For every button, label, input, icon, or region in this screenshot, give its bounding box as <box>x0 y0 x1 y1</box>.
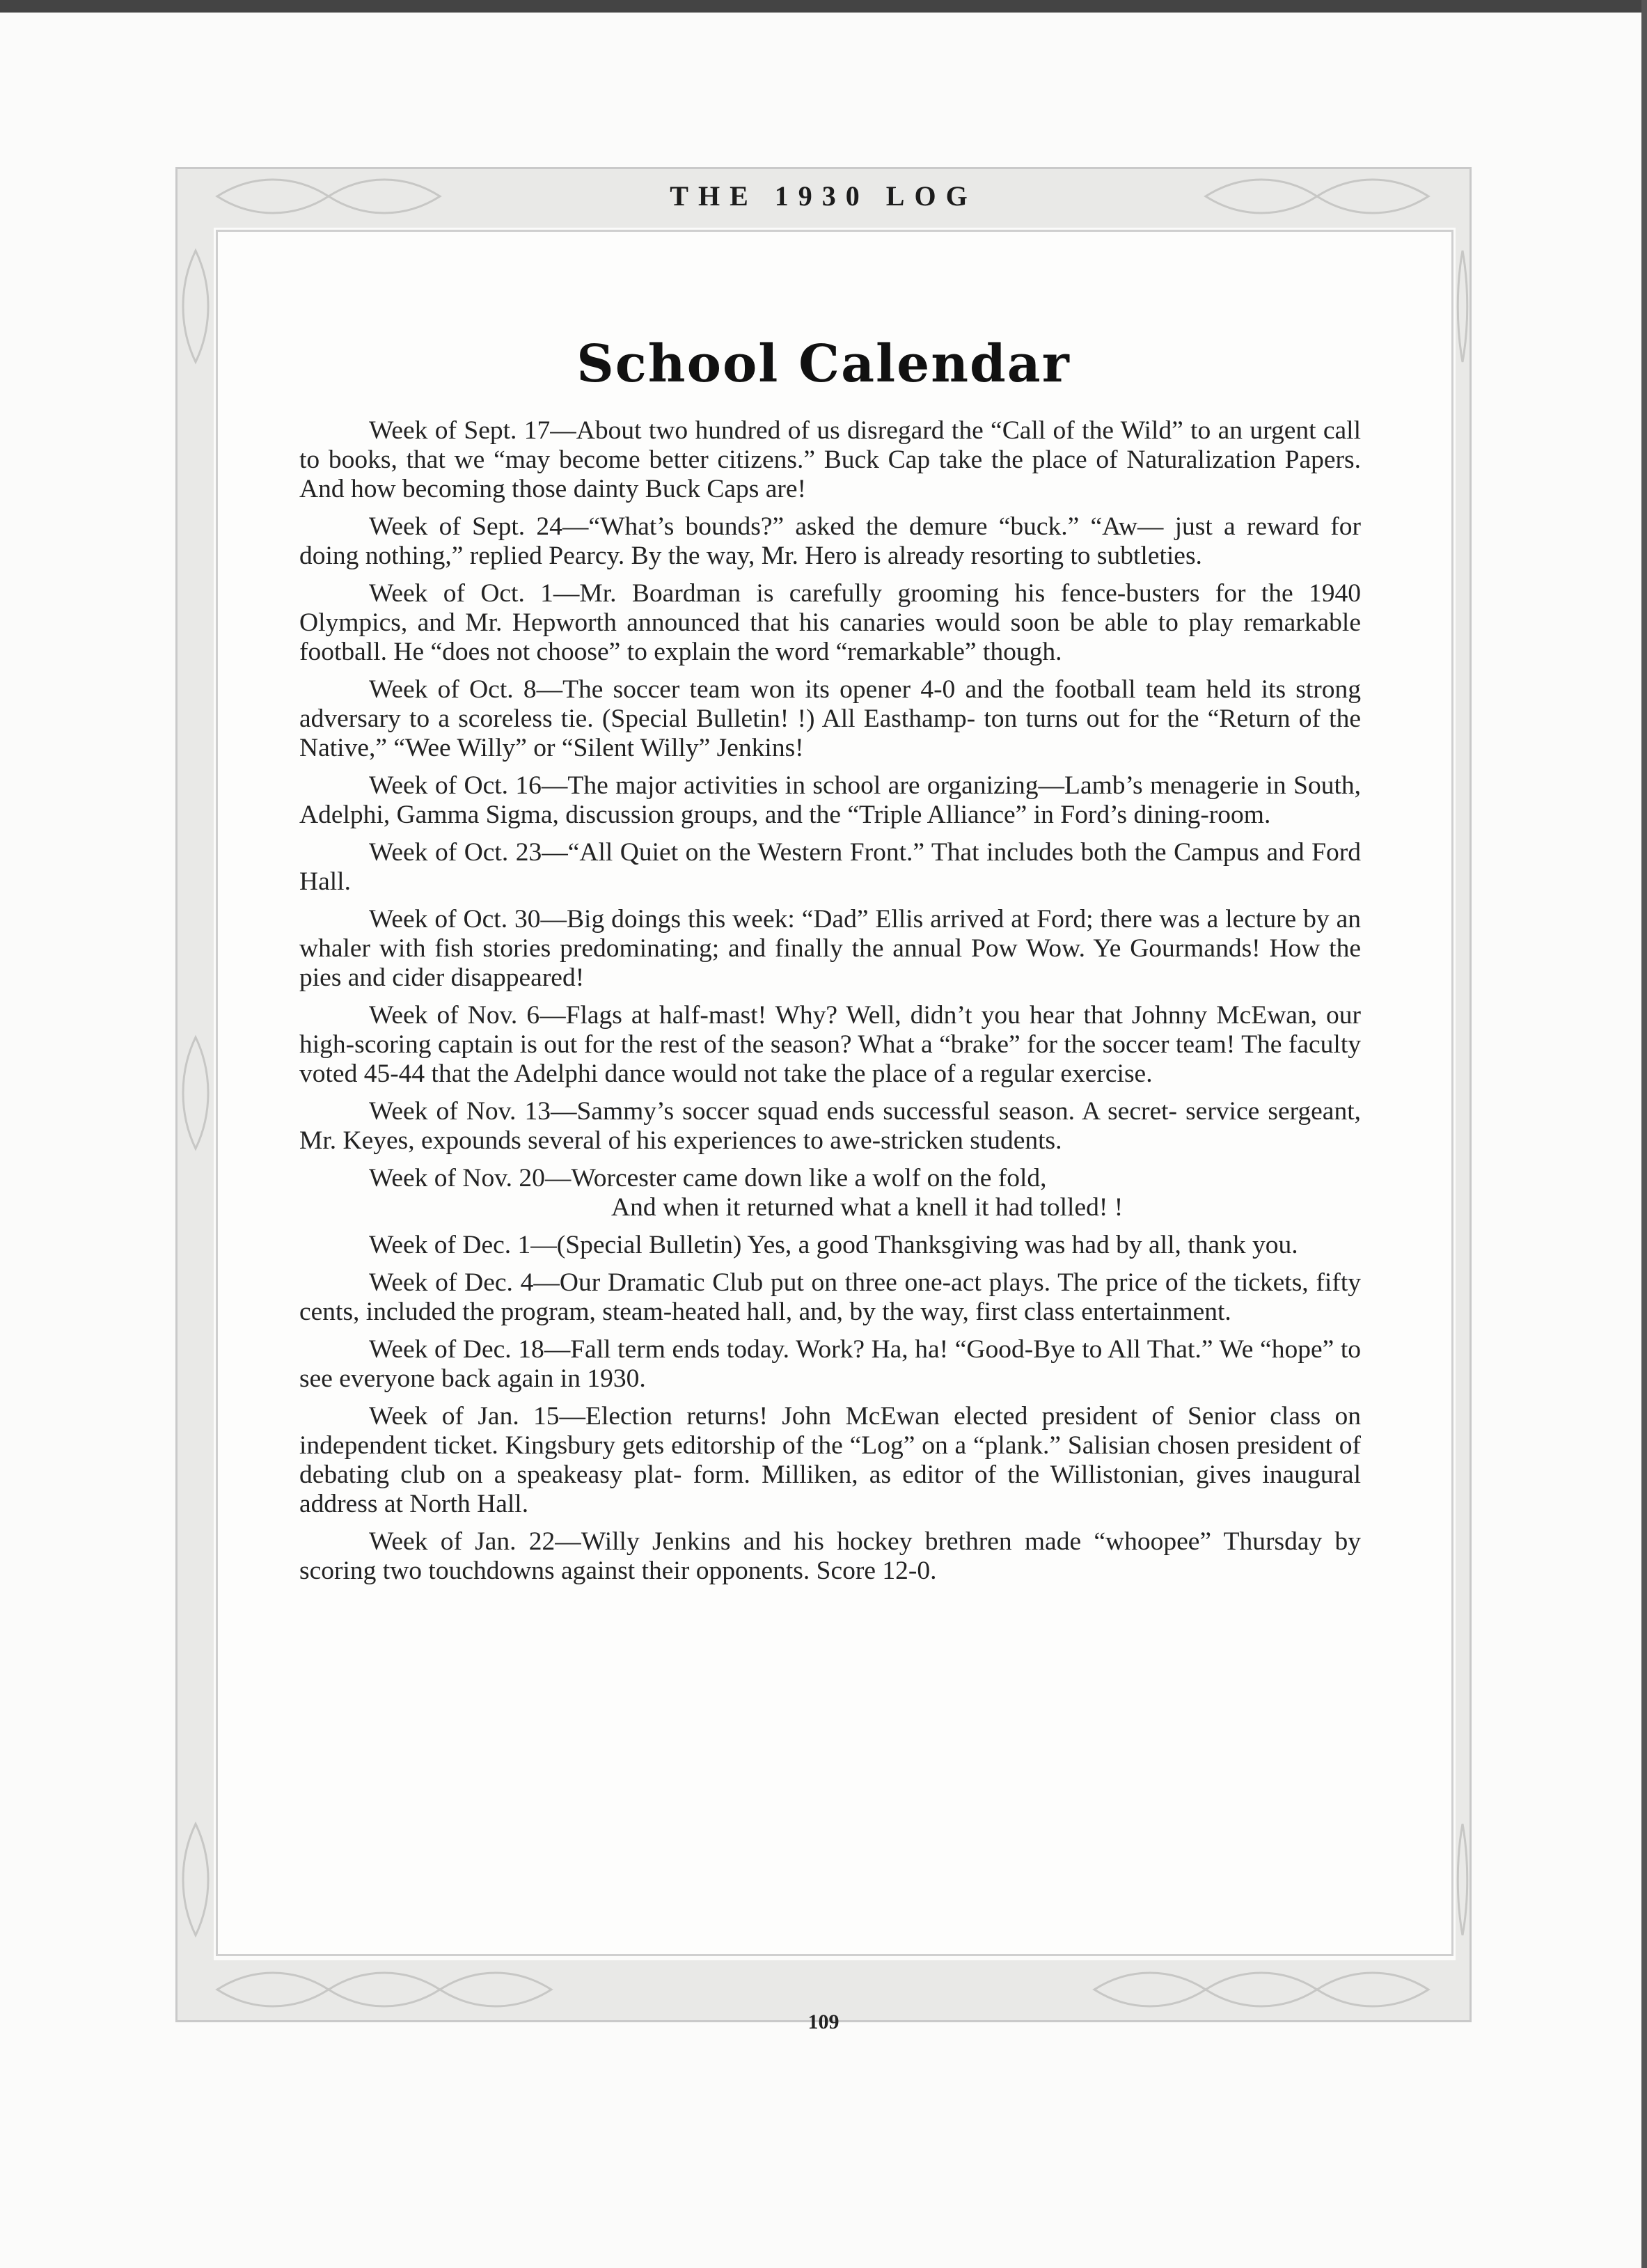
scan-edge-right <box>1641 0 1647 2268</box>
calendar-entry-sept-24: Week of Sept. 24—“What’s bounds?” asked the demure “buck.” “Aw— just a reward for doing nothing,” replied Pearcy. By the way, Mr. Hero is already resorting to subtleties. <box>299 512 1361 570</box>
calendar-entry-oct-30: Week of Oct. 30—Big doings this week: “Dad” Ellis arrived at Ford; there was a lecture by an whaler with fish stories predominating; and finally the annual Pow Wow. Ye Gourmands! How the pies and cider disappeared! <box>299 905 1361 992</box>
calendar-entry-oct-23: Week of Oct. 23—“All Quiet on the Western Front.” That includes both the Campus and Ford Hall. <box>299 838 1361 896</box>
calendar-entry-nov-6: Week of Nov. 6—Flags at half-mast! Why? Well, didn’t you hear that Johnny McEwan, our high-scoring captain is out for the rest of the season? What a “brake” for the soccer team! The faculty voted 45-44 that the Adelphi dance would not take the place of a regular exercise. <box>299 1001 1361 1088</box>
calendar-entry-jan-22: Week of Jan. 22—Willy Jenkins and his hockey brethren made “whoopee” Thursday by scoring two touchdowns against their opponents. Score 12-0. <box>299 1527 1361 1585</box>
calendar-entry-sept-17: Week of Sept. 17—About two hundred of us disregard the “Call of the Wild” to an urgent call to books, that we “may become better citizens.” Buck Cap take the place of Naturalization Papers. And how becoming those dainty Buck Caps are! <box>299 416 1361 503</box>
poem-line-2: And when it returned what a knell it had tolled! ! <box>611 1193 1124 1222</box>
calendar-entry-nov-20 <box>299 1164 1361 1222</box>
calendar-entry-jan-15: Week of Jan. 15—Election returns! John McEwan elected president of Senior class on independent ticket. Kingsbury gets editorship of the “Log” on a “plank.” Salisian chosen president of debating club on a speakeasy plat- form. Milliken, as editor of the Willistonian, gives inaugural address at North Hall. <box>299 1402 1361 1518</box>
calendar-entry-dec-4: Week of Dec. 4—Our Dramatic Club put on three one-act plays. The price of the tickets, fifty cents, included the program, steam-heated hall, and, by the way, first class entertainment. <box>299 1268 1361 1326</box>
calendar-body <box>299 416 1361 1594</box>
calendar-entry-oct-8: Week of Oct. 8—The soccer team won its opener 4-0 and the football team held its strong adversary to a scoreless tie. (Special Bulletin! !) All Easthamp- ton turns out for the “Return of the Native,” “Wee Willy” or “Silent Willy” Jenkins! <box>299 675 1361 762</box>
poem-line-1: Week of Nov. 20—Worcester came down like a wolf on the fold, <box>369 1164 1047 1192</box>
calendar-entry-dec-18: Week of Dec. 18—Fall term ends today. Work? Ha, ha! “Good-Bye to All That.” We “hope” to see everyone back again in 1930. <box>299 1335 1361 1393</box>
page-title: School Calendar <box>576 334 1071 394</box>
running-header: THE 1930 LOG <box>670 180 977 212</box>
scan-edge-top <box>0 0 1647 13</box>
calendar-entry-dec-1: Week of Dec. 1—(Special Bulletin) Yes, a good Thanksgiving was had by all, thank you. <box>369 1231 1298 1259</box>
page-number: 109 <box>807 2010 840 2033</box>
calendar-entry-oct-1: Week of Oct. 1—Mr. Boardman is carefully grooming his fence-busters for the 1940 Olympics, and Mr. Hepworth announced that his canaries would soon be able to play remarkable football. He “does not choose” to explain the word “remarkable” though. <box>299 579 1361 666</box>
calendar-entry-oct-16: Week of Oct. 16—The major activities in school are organizing—Lamb’s menagerie in South, Adelphi, Gamma Sigma, discussion groups, and the “Triple Alliance” in Ford’s dining-room. <box>299 771 1361 829</box>
calendar-entry-nov-13: Week of Nov. 13—Sammy’s soccer squad ends successful season. A secret- service sergeant, Mr. Keyes, expounds several of his experiences to awe-stricken students. <box>299 1097 1361 1155</box>
